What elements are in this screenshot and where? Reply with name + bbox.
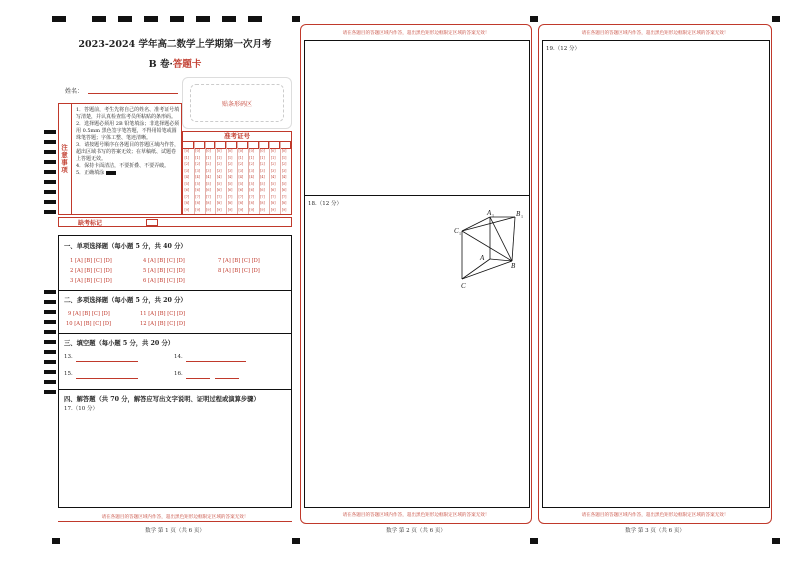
section4-title: 四、解答题（共 70 分，解答应写出文字说明、证明过程或演算步骤） bbox=[64, 396, 260, 403]
exam-id-bubble[interactable]: [3] bbox=[270, 168, 276, 173]
exam-id-bubble[interactable]: [9] bbox=[206, 207, 211, 212]
exam-id-write-cell[interactable] bbox=[269, 142, 280, 149]
mc-question-8[interactable]: 8 [A] [B] [C] [D] bbox=[218, 268, 260, 274]
label-a1: A bbox=[487, 209, 492, 217]
exam-id-bubble[interactable]: [6] bbox=[206, 188, 211, 193]
grid-column-line bbox=[259, 142, 260, 214]
timing-mark bbox=[292, 538, 300, 544]
timing-mark bbox=[44, 310, 56, 314]
warning-text: 请在各题目的答题区域内作答，超出黑色矩形边框限定区域的答案无效！ bbox=[101, 515, 249, 520]
timing-mark bbox=[144, 16, 158, 22]
exam-id-write-cell[interactable] bbox=[183, 142, 194, 149]
label-a: A bbox=[480, 254, 485, 262]
exam-id-bubble[interactable]: [2] bbox=[227, 162, 233, 167]
exam-id-bubble[interactable]: [5] bbox=[216, 181, 222, 186]
exam-id-bubble[interactable]: [1] bbox=[270, 155, 276, 160]
name-label: 姓名： bbox=[65, 88, 84, 95]
grid-column-line bbox=[205, 142, 206, 214]
exam-id-bubble[interactable]: [4] bbox=[227, 175, 233, 180]
exam-id-bubble[interactable]: [3] bbox=[260, 168, 265, 173]
answer-area-19[interactable] bbox=[544, 52, 768, 506]
exam-id-bubble[interactable]: [9] bbox=[227, 207, 233, 212]
exam-id-bubble[interactable]: [5] bbox=[270, 181, 276, 186]
exam-id-bubble[interactable]: [2] bbox=[270, 162, 276, 167]
exam-id-bubble[interactable]: [1] bbox=[238, 155, 244, 160]
exam-id-bubble[interactable]: [1] bbox=[206, 155, 211, 160]
exam-id-bubble[interactable]: [3] bbox=[184, 168, 190, 173]
notice-side-label: 注意事项 bbox=[60, 144, 68, 174]
exam-id-bubble[interactable]: [7] bbox=[270, 194, 276, 199]
exam-id-bubble[interactable]: [6] bbox=[227, 188, 233, 193]
page-footer-3: 数学 第 3 页（共 6 页） bbox=[625, 528, 685, 534]
fill-label-15: 15. bbox=[64, 371, 73, 377]
exam-id-bubble[interactable]: [3] bbox=[216, 168, 222, 173]
exam-id-bubble[interactable]: [9] bbox=[238, 207, 244, 212]
exam-id-bubble[interactable]: [4] bbox=[195, 175, 200, 180]
timing-mark bbox=[772, 538, 780, 544]
timing-mark bbox=[118, 16, 132, 22]
exam-id-bubble[interactable]: [5] bbox=[260, 181, 265, 186]
exam-id-bubble[interactable]: [7] bbox=[216, 194, 222, 199]
section3-title: 三、填空题（每小题 5 分，共 20 分） bbox=[64, 340, 175, 347]
exam-id-bubble[interactable]: [3] bbox=[195, 168, 200, 173]
exam-id-bubble[interactable]: [8] bbox=[206, 201, 211, 206]
timing-mark bbox=[44, 130, 56, 134]
exam-id-bubble[interactable]: [6] bbox=[195, 188, 200, 193]
mc-question-11[interactable]: 11 [A] [B] [C] [D] bbox=[140, 311, 186, 317]
exam-id-bubble[interactable]: [4] bbox=[281, 175, 287, 180]
mc-question-6[interactable]: 6 [A] [B] [C] [D] bbox=[143, 278, 185, 284]
exam-id-bubble[interactable]: [7] bbox=[184, 194, 190, 199]
fill-blank-16b[interactable] bbox=[215, 378, 239, 379]
exam-id-bubble[interactable]: [7] bbox=[281, 194, 287, 199]
exam-id-bubble[interactable]: [2] bbox=[195, 162, 200, 167]
exam-id-bubble[interactable]: [9] bbox=[270, 207, 276, 212]
timing-mark bbox=[52, 16, 66, 22]
paper-version: B 卷· bbox=[148, 59, 173, 70]
answer-card-label: 答题卡 bbox=[172, 59, 202, 70]
exam-id-bubble[interactable]: [3] bbox=[227, 168, 233, 173]
mc-question-3[interactable]: 3 [A] [B] [C] [D] bbox=[70, 278, 112, 284]
exam-id-bubble[interactable]: [2] bbox=[260, 162, 265, 167]
timing-mark bbox=[44, 210, 56, 214]
exam-id-bubble[interactable]: [5] bbox=[281, 181, 287, 186]
timing-mark bbox=[196, 16, 210, 22]
section2-title: 二、多项选择题（每小题 5 分，共 20 分） bbox=[64, 297, 187, 304]
timing-mark bbox=[44, 140, 56, 144]
exam-id-bubble[interactable]: [0] bbox=[184, 149, 190, 154]
exam-id-bubble[interactable]: [4] bbox=[249, 175, 254, 180]
warning-text: 请在各题目的答题区域内作答，超出黑色矩形边框限定区域的答案无效！ bbox=[581, 513, 729, 518]
notice-list bbox=[76, 107, 180, 177]
timing-mark bbox=[44, 340, 56, 344]
label-c1: C bbox=[454, 227, 459, 235]
exam-id-bubble[interactable]: [8] bbox=[260, 201, 265, 206]
fill-label-13: 13. bbox=[64, 354, 73, 360]
exam-id-write-cell[interactable] bbox=[248, 142, 259, 149]
exam-id-bubble[interactable]: [5] bbox=[227, 181, 233, 186]
exam-id-bubble[interactable]: [4] bbox=[238, 175, 244, 180]
exam-id-bubble[interactable]: [0] bbox=[206, 149, 211, 154]
exam-id-bubble[interactable]: [9] bbox=[195, 207, 200, 212]
timing-mark bbox=[44, 320, 56, 324]
exam-id-bubble[interactable]: [2] bbox=[184, 162, 190, 167]
absent-label: 缺考标记 bbox=[78, 220, 103, 227]
exam-id-bubble[interactable]: [6] bbox=[238, 188, 244, 193]
exam-id-bubble[interactable]: [9] bbox=[260, 207, 265, 212]
divider bbox=[58, 389, 292, 390]
timing-mark bbox=[248, 16, 262, 22]
timing-mark bbox=[292, 16, 300, 22]
exam-id-bubble[interactable]: [8] bbox=[249, 201, 254, 206]
exam-id-bubble[interactable]: [7] bbox=[238, 194, 244, 199]
timing-mark bbox=[530, 538, 538, 544]
barcode-label: 贴条形码区 bbox=[221, 100, 252, 108]
exam-id-write-cell[interactable] bbox=[205, 142, 216, 149]
exam-id-bubble[interactable]: [6] bbox=[184, 188, 190, 193]
mc-question-10[interactable]: 10 [A] [B] [C] [D] bbox=[66, 321, 112, 327]
fill-blank-13[interactable] bbox=[76, 361, 138, 362]
mc-question-9[interactable]: 9 [A] [B] [C] [D] bbox=[68, 311, 110, 317]
exam-id-bubble[interactable]: [3] bbox=[249, 168, 254, 173]
exam-id-bubble[interactable]: [2] bbox=[249, 162, 254, 167]
exam-id-bubble[interactable]: [3] bbox=[206, 168, 211, 173]
absent-checkbox[interactable] bbox=[146, 219, 158, 226]
exam-id-bubble[interactable]: [4] bbox=[260, 175, 265, 180]
fill-blank-16[interactable] bbox=[186, 378, 210, 379]
page-footer-1: 数学 第 1 页（共 6 页） bbox=[145, 528, 205, 534]
exam-id-bubble[interactable]: [0] bbox=[227, 149, 233, 154]
mc-question-4[interactable]: 4 [A] [B] [C] [D] bbox=[143, 258, 185, 264]
timing-mark bbox=[772, 16, 780, 22]
notice-item: 2．选择题必须用 2B 铅笔填涂；非选择题必须用 0.5mm 黑色签字笔答题，不得用铅笔或圆珠笔答题；字体工整、笔迹清晰。 bbox=[76, 121, 180, 141]
label-c: C bbox=[461, 282, 466, 290]
divider bbox=[304, 195, 530, 196]
exam-id-bubble[interactable]: [1] bbox=[216, 155, 222, 160]
timing-mark bbox=[44, 370, 56, 374]
notice-item: 3．请按题号顺序在各题目的答题区域内作答，超出区域书写的答案无效；在草稿纸、试题卷上答题无效。 bbox=[76, 142, 180, 162]
mc-question-12[interactable]: 12 [A] [B] [C] [D] bbox=[140, 321, 186, 327]
warning-text: 请在各题目的答题区域内作答，超出黑色矩形边框限定区域的答案无效！ bbox=[342, 31, 490, 36]
exam-id-bubble[interactable]: [0] bbox=[249, 149, 254, 154]
exam-id-bubble[interactable]: [3] bbox=[238, 168, 244, 173]
grid-column-line bbox=[194, 142, 195, 214]
svg-text:1: 1 bbox=[459, 231, 461, 236]
grid-column-line bbox=[280, 142, 281, 214]
exam-id-bubble[interactable]: [0] bbox=[281, 149, 287, 154]
exam-id-bubble[interactable]: [6] bbox=[216, 188, 222, 193]
exam-id-bubble[interactable]: [8] bbox=[184, 201, 190, 206]
timing-mark bbox=[92, 16, 106, 22]
exam-id-bubble[interactable]: [5] bbox=[206, 181, 211, 186]
exam-id-bubble[interactable]: [8] bbox=[216, 201, 222, 206]
warning-text: 请在各题目的答题区域内作答，超出黑色矩形边框限定区域的答案无效！ bbox=[342, 513, 490, 518]
mc-question-5[interactable]: 5 [A] [B] [C] [D] bbox=[143, 268, 185, 274]
timing-mark bbox=[44, 170, 56, 174]
label-b1: B bbox=[516, 210, 521, 218]
notice-item: 4．保持卡面清洁，不要折叠、不要弄破。 bbox=[76, 163, 170, 169]
timing-mark bbox=[170, 16, 184, 22]
exam-id-bubble[interactable]: [2] bbox=[216, 162, 222, 167]
fill-label-14: 14. bbox=[174, 354, 183, 360]
notice-item: 5．正确填涂 bbox=[76, 170, 180, 177]
exam-id-write-cell[interactable] bbox=[194, 142, 205, 149]
divider bbox=[58, 290, 292, 291]
exam-id-bubble[interactable]: [3] bbox=[281, 168, 287, 173]
exam-id-bubble[interactable]: [2] bbox=[238, 162, 244, 167]
svg-text:1: 1 bbox=[492, 213, 494, 218]
exam-id-bubble[interactable]: [5] bbox=[238, 181, 244, 186]
exam-id-bubble[interactable]: [1] bbox=[195, 155, 200, 160]
exam-id-bubble[interactable]: [1] bbox=[260, 155, 265, 160]
exam-id-write-cell[interactable] bbox=[226, 142, 237, 149]
exam-id-bubble[interactable]: [0] bbox=[270, 149, 276, 154]
exam-id-bubble[interactable]: [1] bbox=[249, 155, 254, 160]
exam-id-bubble[interactable]: [1] bbox=[184, 155, 190, 160]
mc-question-7[interactable]: 7 [A] [B] [C] [D] bbox=[218, 258, 260, 264]
exam-id-bubble[interactable]: [7] bbox=[206, 194, 211, 199]
exam-id-bubble[interactable]: [5] bbox=[184, 181, 190, 186]
exam-id-bubble[interactable]: [9] bbox=[184, 207, 190, 212]
timing-mark bbox=[44, 380, 56, 384]
exam-id-bubble[interactable]: [2] bbox=[206, 162, 211, 167]
exam-id-bubble[interactable]: [1] bbox=[281, 155, 287, 160]
grid-column-line bbox=[237, 142, 238, 214]
exam-id-bubble[interactable]: [9] bbox=[281, 207, 287, 212]
fill-label-16: 16. bbox=[174, 371, 183, 377]
exam-id-bubble[interactable]: [8] bbox=[281, 201, 287, 206]
exam-id-bubble[interactable]: [6] bbox=[270, 188, 276, 193]
timing-mark bbox=[44, 360, 56, 364]
timing-mark bbox=[44, 330, 56, 334]
timing-mark bbox=[44, 150, 56, 154]
timing-mark bbox=[44, 190, 56, 194]
timing-mark bbox=[52, 538, 60, 544]
question-19-label: 19.（12 分） bbox=[546, 46, 580, 52]
exam-id-bubble[interactable]: [0] bbox=[260, 149, 265, 154]
exam-id-grid[interactable] bbox=[183, 142, 291, 214]
exam-id-bubble[interactable]: [4] bbox=[206, 175, 211, 180]
filled-sample bbox=[106, 171, 116, 175]
grid-column-line bbox=[269, 142, 270, 214]
barcode-area bbox=[190, 84, 284, 122]
timing-mark bbox=[44, 350, 56, 354]
exam-id-bubble[interactable]: [8] bbox=[227, 201, 233, 206]
exam-id-bubble[interactable]: [1] bbox=[227, 155, 233, 160]
fill-blank-15[interactable] bbox=[76, 378, 138, 379]
timing-mark bbox=[44, 160, 56, 164]
mc-question-1[interactable]: 1 [A] [B] [C] [D] bbox=[70, 258, 112, 264]
grid-column-line bbox=[226, 142, 227, 214]
divider bbox=[58, 333, 292, 334]
answer-area-17[interactable] bbox=[60, 412, 290, 506]
exam-id-bubble[interactable]: [7] bbox=[227, 194, 233, 199]
exam-id-bubble[interactable]: [7] bbox=[260, 194, 265, 199]
exam-id-bubble[interactable]: [8] bbox=[195, 201, 200, 206]
notice-item: 1．答题前，考生先将自己的姓名、准考证号填写清楚，并认真检查监考员所粘贴的条形码。 bbox=[76, 107, 180, 120]
exam-id-bubble[interactable]: [2] bbox=[281, 162, 287, 167]
exam-id-bubble[interactable]: [4] bbox=[270, 175, 276, 180]
exam-id-bubble[interactable]: [9] bbox=[216, 207, 222, 212]
timing-mark bbox=[44, 180, 56, 184]
section1-title: 一、单项选择题（每小题 5 分，共 40 分） bbox=[64, 243, 187, 250]
exam-id-bubble[interactable]: [4] bbox=[184, 175, 190, 180]
exam-id-bubble[interactable]: [0] bbox=[195, 149, 200, 154]
exam-id-bubble[interactable]: [7] bbox=[249, 194, 254, 199]
timing-mark bbox=[44, 200, 56, 204]
question-17-label: 17.（10 分） bbox=[64, 406, 98, 412]
timing-mark bbox=[44, 290, 56, 294]
exam-id-bubble[interactable]: [5] bbox=[249, 181, 254, 186]
exam-id-bubble[interactable]: [0] bbox=[238, 149, 244, 154]
grid-column-line bbox=[248, 142, 249, 214]
notice-side bbox=[58, 103, 72, 215]
exam-id-bubble[interactable]: [0] bbox=[216, 149, 222, 154]
exam-id-write-cell[interactable] bbox=[259, 142, 270, 149]
name-input[interactable] bbox=[88, 93, 178, 94]
exam-id-bubble[interactable]: [8] bbox=[238, 201, 244, 206]
timing-mark bbox=[44, 300, 56, 304]
exam-id-bubble[interactable]: [6] bbox=[281, 188, 287, 193]
exam-id-bubble[interactable]: [9] bbox=[249, 207, 254, 212]
timing-mark bbox=[44, 390, 56, 394]
question-18-label: 18.（12 分） bbox=[308, 201, 342, 207]
prism-figure bbox=[450, 207, 530, 292]
exam-title: 2023-2024 学年高二数学上学期第一次月考 bbox=[78, 39, 272, 50]
timing-mark bbox=[222, 16, 236, 22]
svg-text:1: 1 bbox=[521, 214, 523, 219]
warning-underline bbox=[58, 521, 292, 522]
fill-blank-14[interactable] bbox=[186, 361, 246, 362]
warning-text: 请在各题目的答题区域内作答，超出黑色矩形边框限定区域的答案无效！ bbox=[581, 31, 729, 36]
exam-id-bubble[interactable]: [8] bbox=[270, 201, 276, 206]
exam-id-bubble[interactable]: [5] bbox=[195, 181, 200, 186]
exam-id-bubble[interactable]: [4] bbox=[216, 175, 222, 180]
timing-mark bbox=[530, 16, 538, 22]
exam-id-bubble[interactable]: [7] bbox=[195, 194, 200, 199]
exam-subtitle bbox=[60, 56, 290, 70]
exam-id-bubble[interactable]: [6] bbox=[249, 188, 254, 193]
grid-column-line bbox=[215, 142, 216, 214]
mc-question-2[interactable]: 2 [A] [B] [C] [D] bbox=[70, 268, 112, 274]
exam-id-write-cell[interactable] bbox=[215, 142, 226, 149]
page-footer-2: 数学 第 2 页（共 6 页） bbox=[386, 528, 446, 534]
exam-id-write-cell[interactable] bbox=[237, 142, 248, 149]
label-b: B bbox=[511, 262, 516, 270]
exam-id-label: 准考证号 bbox=[182, 132, 292, 142]
exam-id-bubble[interactable]: [6] bbox=[260, 188, 265, 193]
exam-id-write-cell[interactable] bbox=[280, 142, 291, 149]
